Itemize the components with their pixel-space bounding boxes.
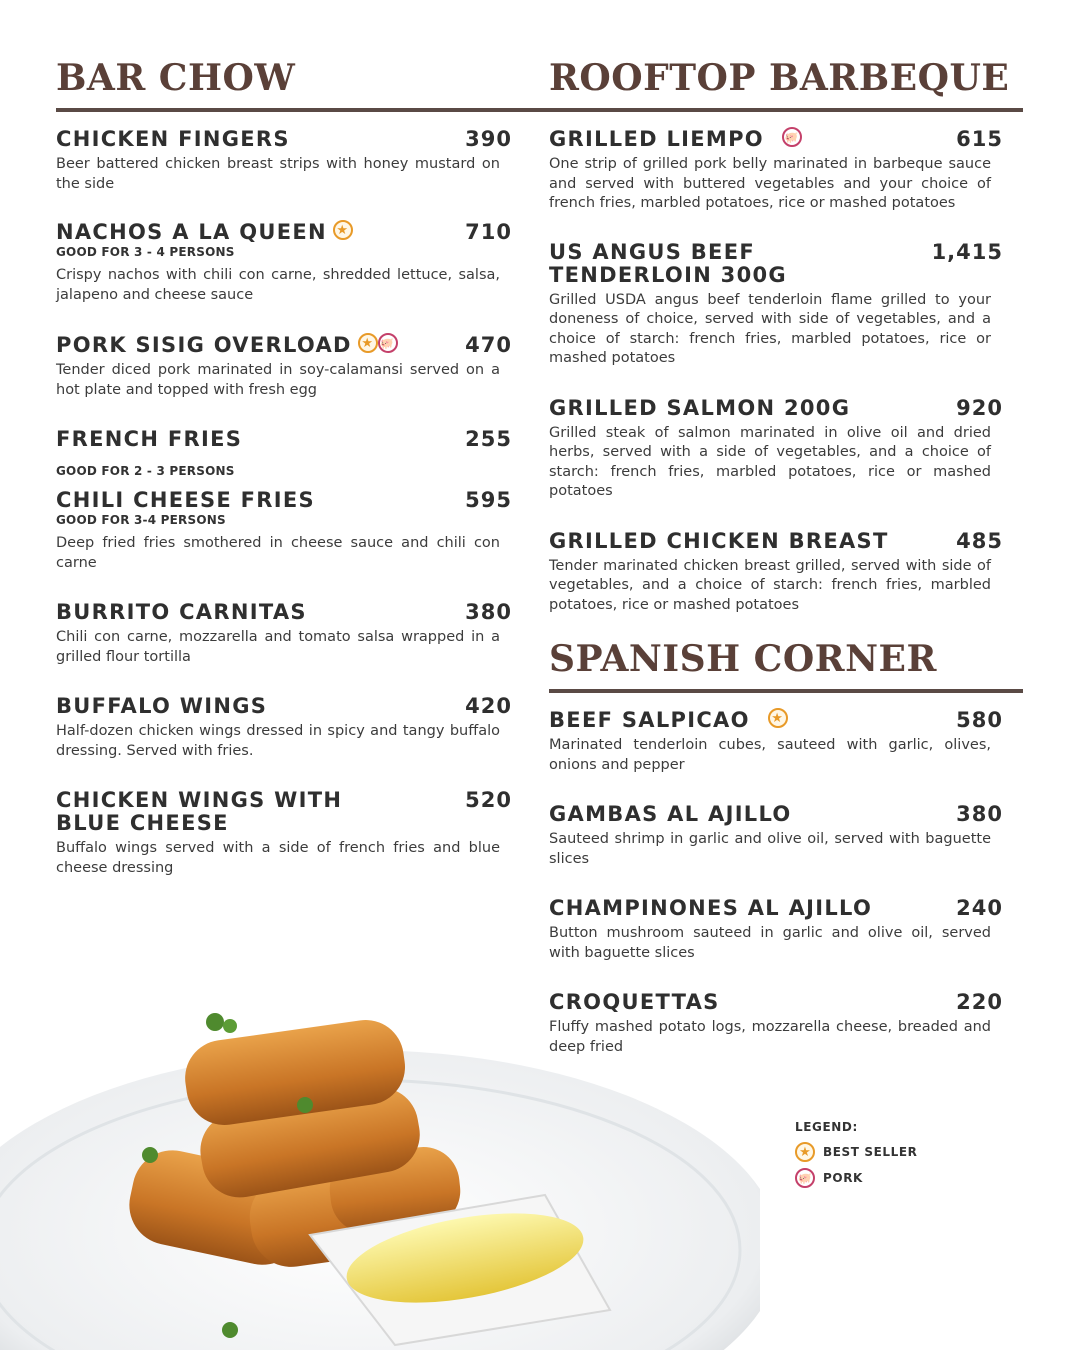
item-price: 615 — [956, 127, 1003, 151]
legend — [795, 1120, 918, 1194]
item-price: 520 — [465, 788, 512, 812]
legend-title: LEGEND: — [795, 1120, 858, 1134]
item-name: FRENCH FRIES — [56, 427, 243, 451]
menu-item-grilled-chicken-breast — [549, 530, 1023, 616]
item-description: Marinated tenderloin cubes, sauteed with garlic, olives, onions and pepper — [549, 737, 991, 773]
legend-label: PORK — [823, 1171, 863, 1185]
item-serving-note: GOOD FOR 3-4 PERSONS — [56, 513, 226, 527]
item-price: 710 — [465, 220, 512, 244]
item-description: Grilled USDA angus beef tenderloin flame grilled to your doneness of choice, served with side of vegetables, and a choice of starch: french fries, marbled potatoes, rice or mashed potatoes — [549, 291, 991, 366]
item-description: Deep fried fries smothered in cheese sauce and chili con carne — [56, 535, 500, 571]
menu-item-beef-salpicao — [549, 709, 1023, 775]
item-description: Sauteed shrimp in garlic and olive oil, served with baguette slices — [549, 831, 991, 867]
item-name: CROQUETTAS — [549, 990, 720, 1014]
item-description: Tender marinated chicken breast grilled, served with side of vegetables, and a choice of starch: french fries, marbled potatoes, rice or mashed potatoes — [549, 557, 991, 613]
menu-item-us-angus-beef — [549, 241, 1023, 369]
legend-best-seller — [795, 1142, 918, 1162]
item-description: Beer battered chicken breast strips with honey mustard on the side — [56, 156, 500, 192]
item-price: 470 — [465, 333, 512, 357]
croquettas-photo — [0, 1000, 760, 1350]
menu-item-chicken-fingers — [56, 128, 532, 194]
menu-item-nachos — [56, 221, 532, 305]
item-price: 420 — [465, 694, 512, 718]
menu-item-burrito-carnitas — [56, 601, 532, 667]
pork-pig-icon: 🐖 — [795, 1168, 815, 1188]
legend-label: BEST SELLER — [823, 1145, 918, 1159]
item-price: 220 — [956, 990, 1003, 1014]
item-description: Button mushroom sauteed in garlic and olive oil, served with baguette slices — [549, 925, 991, 961]
item-description: Half-dozen chicken wings dressed in spicy and tangy buffalo dressing. Served with fries. — [56, 723, 500, 759]
item-price: 580 — [956, 708, 1003, 732]
pork-pig-icon: 🐖 — [782, 127, 802, 147]
item-description: One strip of grilled pork belly marinated in barbeque sauce and served with buttered vegetables and your choice of french fries, marbled potatoes, rice or mashed potatoes — [549, 156, 991, 211]
menu-item-champinones-al-ajillo — [549, 897, 1023, 963]
item-price: 920 — [956, 395, 1003, 420]
legend-pork — [795, 1168, 918, 1188]
item-name: NACHOS A LA QUEEN — [56, 220, 327, 244]
menu-item-grilled-salmon — [549, 397, 1023, 502]
best-seller-star-icon: ★ — [768, 708, 788, 728]
item-price: 380 — [956, 802, 1003, 826]
rooftop-barbeque-section — [549, 56, 1023, 1057]
item-price: 390 — [465, 127, 512, 151]
item-serving-note: GOOD FOR 2 - 3 PERSONS — [56, 464, 235, 478]
bar-chow-section — [56, 56, 532, 878]
item-name: CHAMPINONES AL AJILLO — [549, 896, 873, 920]
item-description: Fluffy mashed potato logs, mozzarella cheese, breaded and deep fried — [549, 1019, 991, 1055]
item-description: Buffalo wings served with a side of french fries and blue cheese dressing — [56, 840, 500, 876]
menu-item-buffalo-wings — [56, 695, 532, 761]
menu-item-french-fries — [56, 428, 532, 479]
item-serving-note: GOOD FOR 3 - 4 PERSONS — [56, 245, 235, 259]
item-name: US ANGUS BEEF TENDERLOIN 300G — [549, 239, 787, 287]
menu-item-chicken-wings-blue-cheese — [56, 789, 532, 878]
item-name: CHILI CHEESE FRIES — [56, 488, 315, 512]
section-title-rooftop-barbeque: ROOFTOP BARBEQUE — [549, 56, 1023, 112]
item-name: GRILLED CHICKEN BREAST — [549, 528, 889, 553]
best-seller-star-icon: ★ — [333, 220, 353, 240]
item-name: CHICKEN FINGERS — [56, 127, 290, 151]
item-name: BEEF SALPICAO — [549, 708, 750, 732]
item-price: 240 — [956, 896, 1003, 920]
pork-pig-icon: 🐖 — [378, 333, 398, 353]
item-price: 380 — [465, 600, 512, 624]
best-seller-star-icon: ★ — [795, 1142, 815, 1162]
item-description: Grilled steak of salmon marinated in olive oil and dried herbs, served with a side of vegetables, and a choice of starch: french fries, marbled potatoes, rice or mashed potatoes — [549, 424, 991, 499]
item-name: BUFFALO WINGS — [56, 694, 268, 718]
item-name: GRILLED SALMON 200G — [549, 395, 851, 420]
section-title-bar-chow: BAR CHOW — [56, 56, 552, 112]
item-description: Crispy nachos with chili con carne, shredded lettuce, salsa, jalapeno and cheese sauce — [56, 267, 500, 303]
item-name: GRILLED LIEMPO — [549, 127, 764, 151]
menu-item-grilled-liempo — [549, 128, 1023, 214]
section-title-spanish-corner: SPANISH CORNER — [549, 637, 1023, 693]
best-seller-star-icon: ★ — [358, 333, 378, 353]
item-price: 595 — [465, 488, 512, 512]
menu-item-pork-sisig — [56, 334, 532, 400]
item-price: 485 — [956, 528, 1003, 553]
item-price: 1,415 — [931, 239, 1003, 264]
item-name: CHICKEN WINGS WITH BLUE CHEESE — [56, 788, 343, 835]
menu-item-gambas-al-ajillo — [549, 803, 1023, 869]
item-name: PORK SISIG OVERLOAD — [56, 333, 352, 357]
menu-item-chili-cheese-fries — [56, 489, 532, 573]
item-name: BURRITO CARNITAS — [56, 600, 307, 624]
item-description: Chili con carne, mozzarella and tomato salsa wrapped in a grilled flour tortilla — [56, 629, 500, 665]
item-description: Tender diced pork marinated in soy-calamansi served on a hot plate and topped with fresh egg — [56, 362, 500, 398]
item-price: 255 — [465, 427, 512, 451]
item-name: GAMBAS AL AJILLO — [549, 802, 792, 826]
